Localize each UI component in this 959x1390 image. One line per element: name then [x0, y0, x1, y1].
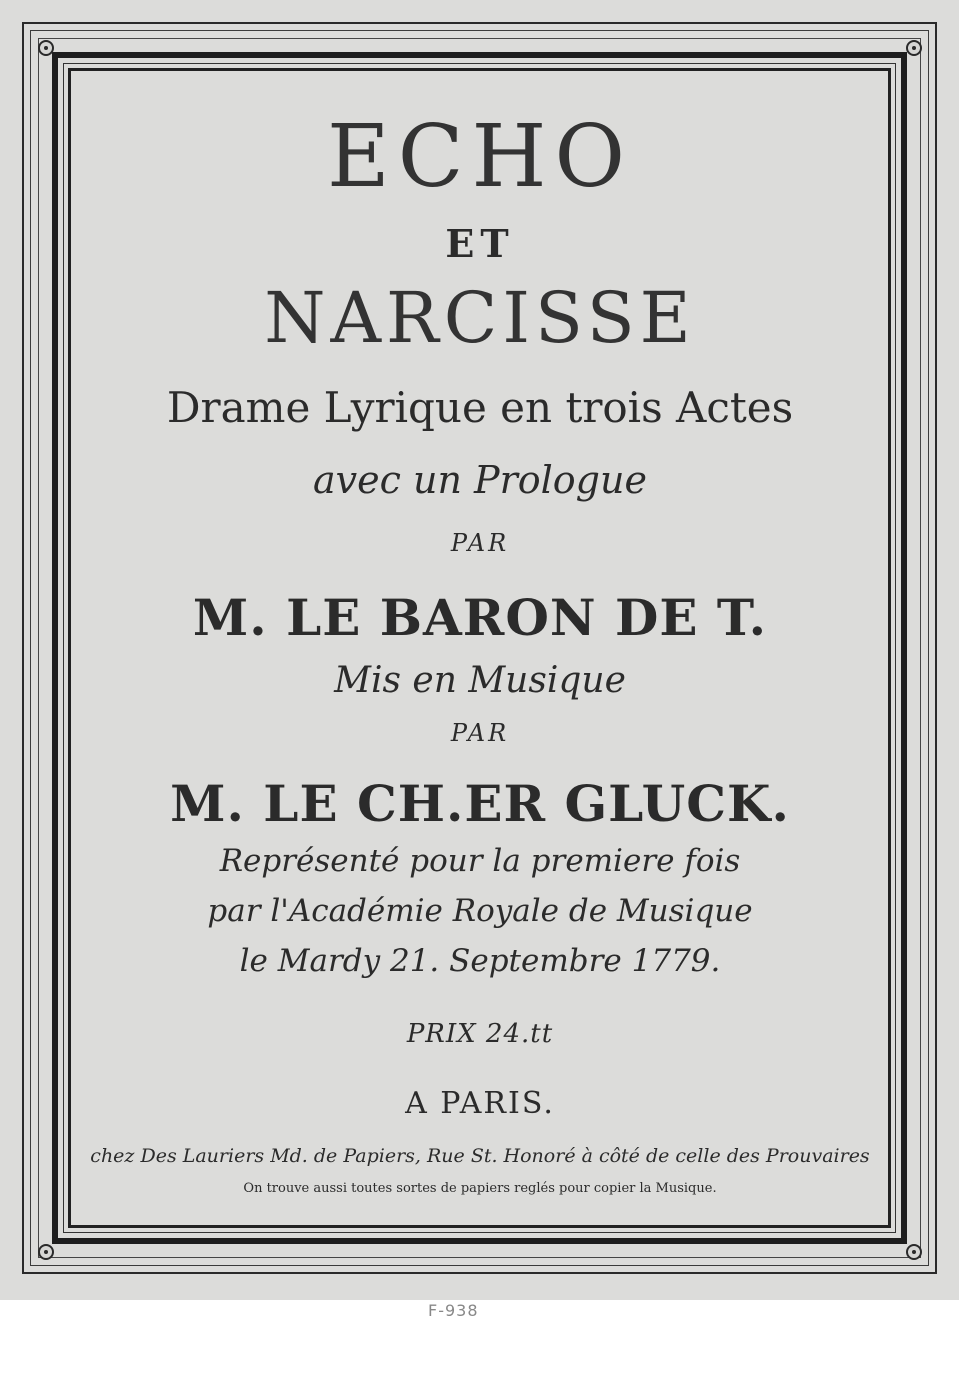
title-echo: ECHO	[326, 107, 634, 207]
subtitle-genre: Drame Lyrique en trois Actes	[166, 383, 794, 432]
price: PRIX 24.tt	[406, 1019, 554, 1049]
music-line: Mis en Musique	[334, 660, 626, 701]
shelfmark-label: F-938	[428, 1301, 479, 1320]
corner-rosette-icon	[38, 40, 54, 56]
subtitle-prologue: avec un Prologue	[313, 458, 647, 502]
title-narcisse: NARCISSE	[264, 277, 696, 359]
par-label: PAR	[450, 719, 510, 747]
performance-date: le Mardy 21. Septembre 1779.	[239, 943, 721, 979]
publisher-note: On trouve aussi toutes sortes de papiers reglés pour copier la Musique.	[243, 1181, 717, 1196]
corner-rosette-icon	[906, 1244, 922, 1260]
publisher-address: chez Des Lauriers Md. de Papiers, Rue St. Honoré à côté de celle des Prouvaires	[90, 1145, 870, 1167]
corner-rosette-icon	[38, 1244, 54, 1260]
title-et: ET	[445, 221, 515, 266]
performance-line: Représenté pour la premiere fois	[219, 843, 741, 879]
performance-line: par l'Académie Royale de Musique	[207, 893, 753, 929]
corner-rosette-icon	[906, 40, 922, 56]
par-label: PAR	[450, 529, 510, 557]
composer-name: M. LE CH.ER GLUCK.	[170, 774, 790, 833]
author-name: M. LE BARON DE T.	[192, 588, 768, 647]
imprint-city: A PARIS.	[405, 1086, 555, 1121]
